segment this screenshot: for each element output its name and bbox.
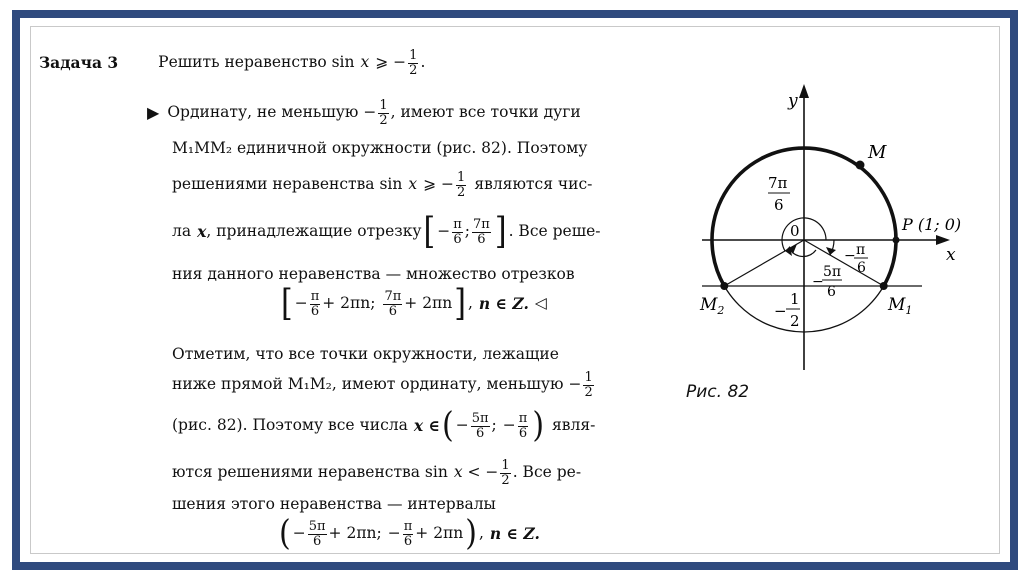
solution-line-3: решениями неравенства sin x ⩾ − $\frac{1}{2}$ являются чис- [172, 170, 593, 200]
label-m1: $M_1$ [888, 295, 913, 317]
fraction-half: $\frac{1}{2}$ [409, 48, 418, 78]
unit-circle-figure [682, 70, 982, 390]
svg-text:−: − [844, 248, 856, 264]
fraction-half: $\frac{1}{2}$ [379, 98, 388, 128]
origin-label: 0 [790, 222, 800, 240]
ineq-op: ⩾ − [375, 53, 407, 72]
label-p: P (1; 0) [902, 215, 962, 234]
svg-text:−: − [774, 302, 787, 320]
solution-marker-icon: ▶ [147, 103, 160, 123]
solution-line-1: ▶ Ординату, не меньшую − $\frac{1}{2}$ , имеют все точки дуги [147, 98, 581, 128]
point-m [856, 161, 865, 170]
figure-caption: Рис. 82 [686, 382, 750, 402]
point-m2 [720, 282, 728, 290]
point-p [893, 237, 900, 244]
remark-line-3: (рис. 82). Поэтому все числа x ∈ ( − $\frac{5\pi}{6}$ ; − $\frac{\pi}{6}$ ) явля- [172, 405, 596, 446]
label-neg-pi6-den: 6 [857, 260, 866, 276]
solution-line-4: ла x , принадлежащие отрезку [ − $\frac{\pi}{6}$ ; $\frac{7\pi}{6}$ ] . Все реше- [172, 210, 601, 253]
problem-label: Задача 3 [39, 53, 119, 73]
label-neg-5pi6-den: 6 [827, 284, 836, 300]
problem-statement: Решить неравенство sin [158, 53, 355, 72]
x-axis-arrow-icon [936, 235, 950, 245]
y-axis-label: y [788, 91, 798, 111]
remark-line-5: шения этого неравенства — интервалы [172, 495, 496, 513]
end-marker-icon: ◁ [534, 294, 547, 313]
remark-line-2: ниже прямой M₁M₂, имеют ординату, меньшую − $\frac{1}{2}$ [172, 370, 593, 400]
x-axis-label: x [946, 245, 956, 265]
remark-line-4: ются решениями неравенства sin x < − $\frac{1}{2}$ . Все ре- [172, 458, 582, 488]
label-neg-pi6-num: π [856, 242, 866, 258]
var-x: x [360, 53, 370, 72]
problem-line: Задача 3 Решить неравенство sin x ⩾ − $\frac{1}{2}$ . [39, 48, 426, 78]
label-m: M [868, 142, 887, 163]
label-7pi6-den: 6 [774, 196, 784, 214]
segments-formula: [ − $\frac{\pi}{6}$ + 2πn ; $\frac{7\pi}{6}$ + 2πn ] , n ∈ Z. ◁ [281, 282, 547, 325]
label-neg-half-den: 2 [790, 312, 800, 330]
remark-line-1: Отметим, что все точки окружности, лежащие [172, 345, 559, 363]
solution-line-2: M₁MM₂ единичной окружности (рис. 82). Поэтому [172, 139, 588, 157]
label-neg-half-num: 1 [790, 290, 800, 308]
solution-line-5: ния данного неравенства — множество отрезков [172, 265, 575, 283]
point-m1 [880, 282, 888, 290]
svg-text:−: − [812, 274, 824, 290]
fraction-half: $\frac{1}{2}$ [457, 170, 466, 200]
intervals-formula: ( − $\frac{5\pi}{6}$ + 2πn ; − $\frac{\pi}{6}$ + 2πn ) , n ∈ Z. [279, 513, 540, 554]
label-m2: $M_2$ [700, 295, 725, 317]
label-7pi6-num: 7π [768, 174, 788, 192]
label-neg-5pi6-num: 5π [823, 264, 842, 280]
y-axis-arrow-icon [799, 84, 809, 98]
